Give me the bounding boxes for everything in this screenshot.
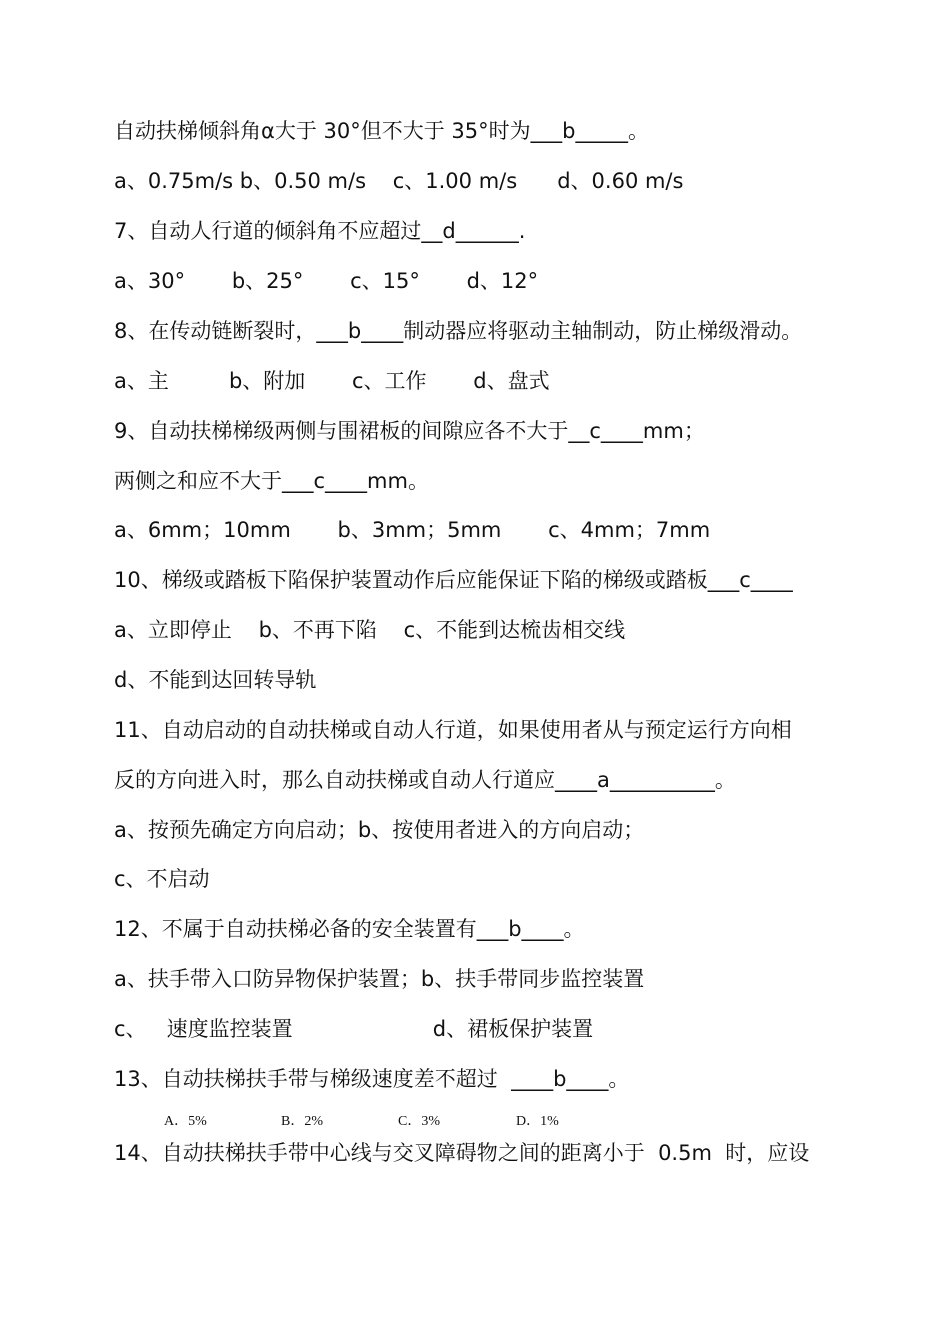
text-line-11: a、立即停止 b、不再下陷 c、不能到达梳齿相交线 xyxy=(114,618,626,642)
text-line-13: 11、自动启动的自动扶梯或自动人行道，如果使用者从与预定运行方向相 xyxy=(114,718,792,742)
text-line-9: a、6mm；10mm b、3mm；5mm c、4mm；7mm xyxy=(114,518,711,542)
text-line-15: a、按预先确定方向启动；b、按使用者进入的方向启动； xyxy=(114,818,645,842)
q13-option-b: B．2% xyxy=(281,1114,323,1129)
text-line-2: a、0.75m/s b、0.50 m/s c、1.00 m/s d、0.60 m/s xyxy=(114,169,684,193)
text-line-8: 两侧之和应不大于___c____mm。 xyxy=(114,469,429,493)
text-line-3: 7、自动人行道的倾斜角不应超过__d______. xyxy=(114,219,526,243)
q13-option-d: D．1% xyxy=(516,1114,559,1129)
q13-option-c: C．3% xyxy=(398,1114,440,1129)
text-line-6: a、主 b、附加 c、工作 d、盘式 xyxy=(114,369,550,393)
text-line-10: 10、梯级或踏板下陷保护装置动作后应能保证下陷的梯级或踏板___c____ xyxy=(114,568,793,592)
text-line-14: 反的方向进入时，那么自动扶梯或自动人行道应____a__________。 xyxy=(114,768,736,792)
text-line-4: a、30° b、25° c、15° d、12° xyxy=(114,269,539,293)
q13-option-a: A．5% xyxy=(164,1114,207,1129)
text-line-12: d、不能到达回转导轨 xyxy=(114,668,317,692)
text-line-16: c、不启动 xyxy=(114,867,210,891)
text-line-21: 14、自动扶梯扶手带中心线与交叉障碍物之间的距离小于 0.5m 时，应设 xyxy=(114,1141,810,1165)
text-line-20: 13、自动扶梯扶手带与梯级速度差不超过 ____b____。 xyxy=(114,1067,630,1091)
text-line-18: a、扶手带入口防异物保护装置；b、扶手带同步监控装置 xyxy=(114,967,645,991)
text-line-1: 自动扶梯倾斜角α大于 30°但不大于 35°时为___b_____。 xyxy=(114,119,649,143)
text-line-17: 12、不属于自动扶梯必备的安全装置有___b____。 xyxy=(114,917,585,941)
text-line-5: 8、在传动链断裂时，___b____制动器应将驱动主轴制动，防止梯级滑动。 xyxy=(114,319,803,343)
text-line-19: c、 速度监控装置 d、裙板保护装置 xyxy=(114,1017,594,1041)
text-line-7: 9、自动扶梯梯级两侧与围裙板的间隙应各不大于__c____mm； xyxy=(114,419,705,443)
